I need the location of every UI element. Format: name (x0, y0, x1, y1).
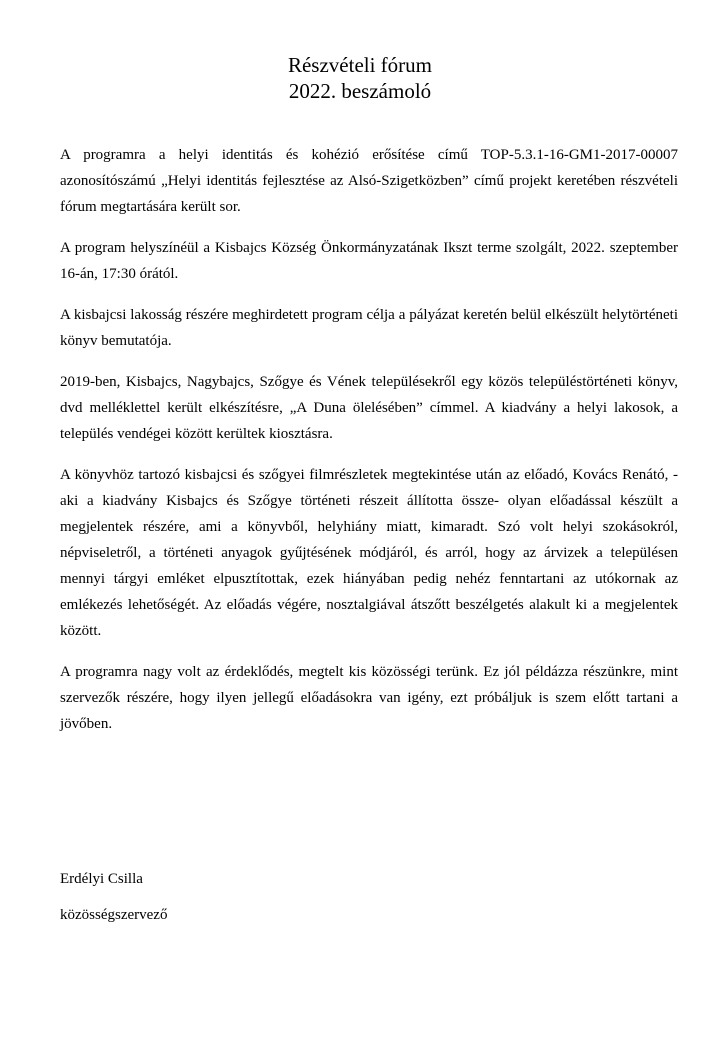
document-subtitle: 2022. beszámoló (288, 79, 432, 103)
paragraph-venue: A program helyszínéül a Kisbajcs Község Önkormányzatának Ikszt terme szolgált, 2022. szeptember 16-án, 17:30 órától. (60, 240, 678, 282)
report-body (60, 142, 678, 752)
paragraph-conclusion: A programra nagy volt az érdeklődés, megtelt kis közösségi terünk. Ez jól példázza részünkre, mint szervezők részére, hogy ilyen jellegű előadásokra van igény, ezt próbáljuk is szem előtt tartani a jövőben. (60, 664, 678, 732)
document-title: Részvételi fórum (287, 53, 433, 77)
paragraph-book: 2019-ben, Kisbajcs, Nagybajcs, Szőgye és Vének településekről egy közös településtörténeti könyv, dvd melléklettel került elkészítésre, „A Duna ölelésében” címmel. A kiadvány a helyi lakosok, a település vendégei között kerültek kiosztásra. (60, 374, 678, 442)
signature-role: közösségszervező (60, 907, 168, 923)
title-block (0, 52, 720, 104)
paragraph-purpose: A kisbajcsi lakosság részére meghirdetett program célja a pályázat keretén belül elkészült helytörténeti könyv bemutatója. (60, 307, 678, 349)
paragraph-intro: A programra a helyi identitás és kohézió erősítése című TOP-5.3.1-16-GM1-2017-00007 azonosítószámú „Helyi identitás fejlesztése az Alsó-Szigetközben” című projekt keretében részvételi fórum megtartására került sor. (60, 147, 678, 215)
signature-name: Erdélyi Csilla (60, 871, 143, 887)
paragraph-presentation: A könyvhöz tartozó kisbajcsi és szőgyei filmrészletek megtekintése után az előadó, Kovács Renátó, -aki a kiadvány Kisbajcs és Szőgye történeti részeit állította össze- olyan előadással készült a megjelentek részére, ami a könyvből, helyhiány miatt, kimaradt. Szó volt helyi szokásokról, népviseletről, a történeti anyagok gyűjtésének módjáról, és arról, hogy az árvizek a településen mennyi tárgyi emléket elpusztítottak, ezek hiányában pedig nehéz fenntartani az utókornak az emlékezés lehetőségét. Az előadás végére, nosztalgiával átszőtt beszélgetés alakult ki a megjelentek között. (60, 467, 678, 639)
signature-block (60, 868, 167, 940)
